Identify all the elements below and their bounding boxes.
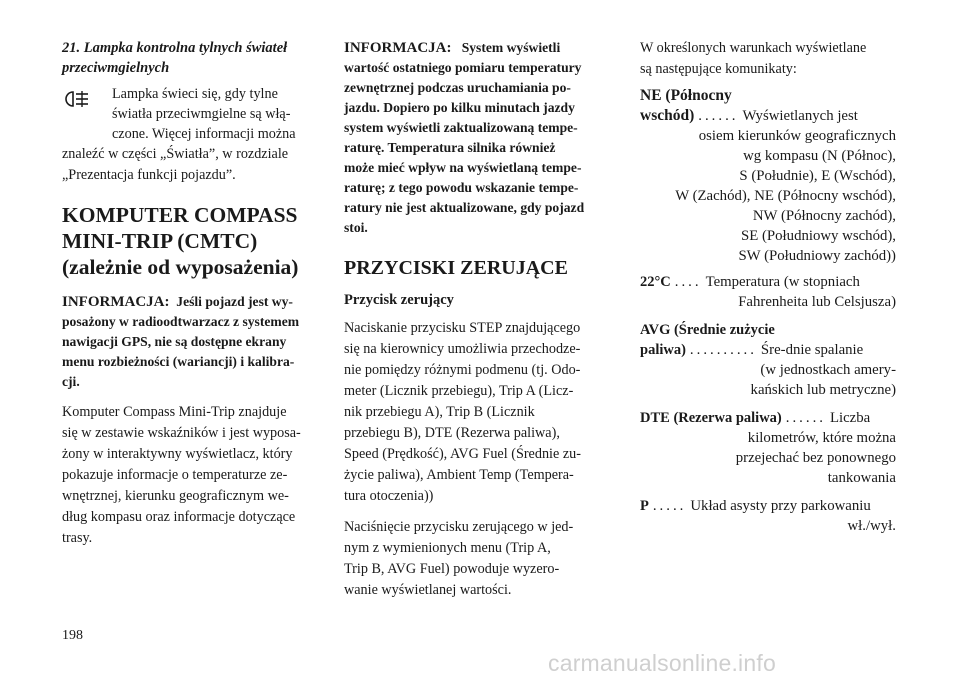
p2-line-1: Naciśnięcie przycisku zerującego w jed- [344,519,574,535]
note-text-4: jazdu. Dopiero po kilku minutach jazdy [344,100,575,115]
entry-ne-desc-8: SW (Południowy zachód)) [738,248,896,264]
entry-p-term: P [640,498,649,514]
note-text-9: ratury nie jest aktualizowane, gdy pojazd [344,200,585,215]
intro-line-2: są następujące komunikaty: [640,61,797,77]
entry-avg-term-2: paliwa) [640,342,686,358]
entry-temp-term: 22°C [640,274,671,290]
para-line-2: się w zestawie wskaźników i jest wyposa- [62,425,301,441]
entry-avg-fuel [640,320,896,400]
note-text-1: Jeśli pojazd jest wy- [176,294,293,309]
lamp-text-line-2: światła przeciwmgielne są włą- [112,106,291,122]
lamp-text-line-3: czone. Więcej informacji można [112,126,296,142]
entry-dte-desc-2: kilometrów, które można [747,430,896,446]
para-line-4: pokazuje informacje o temperaturze ze- [62,467,288,483]
step-button-paragraph [344,318,604,507]
entry-park-assist [640,496,896,536]
para-line-6: dług kompasu oraz informacje dotyczące [62,509,296,525]
entry-dte-term: DTE (Rezerwa paliwa) [640,410,782,426]
para-line-7: trasy. [62,530,93,546]
temperature-note [344,38,604,238]
left-column [62,38,314,549]
p1-line-4: meter (Licznik przebiegu), Trip A (Licz- [344,383,574,399]
section-title-line-2: MINI-TRIP (CMTC) [62,229,258,253]
entry-ne-desc-6: NW (Północny zachód), [752,208,896,224]
entry-temperature [640,272,896,312]
leader-dots: ...... [698,108,739,124]
note-label: INFORMACJA: [344,40,452,56]
note-text-1: System wyświetli [461,40,561,55]
lamp-heading-line-2: przeciwmgielnych [62,60,170,76]
entry-dte-desc-4: tankowania [827,470,896,486]
para-line-5: wnętrznej, kierunku geograficznym we- [62,488,289,504]
para-line-3: żony w interaktywny wyświetlacz, który [62,446,293,462]
entry-ne [640,86,896,266]
entry-dte-desc-1: Liczba [829,410,871,426]
note-text-10: stoi. [344,220,368,235]
entry-p-desc-1: Układ asysty przy parkowaniu [690,498,871,514]
note-text-5: system wyświetli zaktualizowaną tempe- [344,120,578,135]
entry-p-desc-2: wł./wył. [847,518,896,534]
reset-paragraph [344,517,604,601]
entry-ne-desc-5: W (Zachód), NE (Północny wschód), [675,188,896,204]
rear-fog-light-icon [62,90,92,108]
leader-dots: .......... [689,342,757,358]
note-text-5: cji. [62,374,80,389]
gps-note [62,292,314,392]
para-line-1: Komputer Compass Mini-Trip znajduje [62,404,287,420]
p2-line-2: nym z wymienionych menu (Trip A, [344,540,551,556]
note-text-4: menu rozbieżności (wariancji) i kalibra- [62,354,295,369]
entry-ne-term-2: wschód) [640,107,695,124]
cmtc-description [62,402,314,549]
page-number: 198 [62,628,83,643]
leader-dots: .... [674,274,702,290]
note-text-7: może mieć wpływ na wyświetlaną tempe- [344,160,582,175]
leader-dots: ..... [652,498,687,514]
p1-line-9: tura otoczenia)) [344,488,434,504]
entry-avg-desc-2: (w jednostkach amery- [760,362,896,378]
messages-intro [640,38,896,80]
entry-ne-desc-2: osiem kierunków geograficznych [698,128,896,144]
note-text-6: raturę. Temperatura silnika również [344,140,556,155]
entry-temp-desc-1: Temperatura (w stopniach [705,274,860,290]
entry-avg-desc-1: Śre-dnie spalanie [760,342,864,358]
lamp-text-line-5: „Prezentacja funkcji pojazdu”. [62,167,236,183]
entry-ne-desc-3: wg kompasu (N (Północ), [743,148,896,164]
note-text-2: posażony w radioodtwarzacz z systemem [62,314,300,329]
p1-line-7: Speed (Prędkość), AVG Fuel (Średnie zu- [344,446,581,462]
entry-avg-desc-3: kańskich lub metryczne) [750,382,896,398]
right-column [640,38,896,536]
leader-dots: ...... [785,410,826,426]
middle-column [344,38,604,601]
p2-line-3: Trip B, AVG Fuel) powoduje wyzero- [344,561,560,577]
entry-ne-desc-7: SE (Południowy wschód), [741,228,896,244]
intro-line-1: W określonych warunkach wyświetlane [640,40,867,56]
lamp-text-line-4: znaleźć w części „Światła”, w rozdziale [62,146,289,162]
section-title-line-1: KOMPUTER COMPASS [62,203,298,227]
watermark: carmanualsonline.info [548,650,776,676]
entry-ne-desc-4: S (Południe), E (Wschód), [739,168,896,184]
entry-ne-term-1: NE (Północny [640,87,732,104]
note-label: INFORMACJA: [62,294,170,310]
entry-ne-desc-1: Wyświetlanych jest [742,108,858,124]
p1-line-2: się na kierownicy umożliwia przechodze- [344,341,581,357]
lamp-description [62,84,314,186]
p1-line-5: nik przebiegu A), Trip B (Licznik [344,404,535,420]
note-text-2: wartość ostatniego pomiaru temperatury [344,60,582,75]
reset-button-subheading: Przycisk zerujący [344,292,454,308]
entry-dte [640,408,896,488]
p1-line-1: Naciskanie przycisku STEP znajdującego [344,320,581,336]
note-text-3: nawigacji GPS, nie są dostępne ekrany [62,334,287,349]
entry-temp-desc-2: Fahrenheita lub Celsjusza) [738,294,896,310]
p1-line-6: przebiegu B), DTE (Rezerwa paliwa), [344,425,560,441]
reset-buttons-heading: PRZYCISKI ZERUJĄCE [344,257,568,279]
lamp-heading-line-1: 21. Lampka kontrolna tylnych świateł [62,40,288,56]
section-title-line-3: (zależnie od wyposażenia) [62,255,299,279]
entry-dte-desc-3: przejechać bez ponownego [735,450,896,466]
lamp-text-line-1: Lampka świeci się, gdy tylne [112,86,278,102]
note-text-3: zewnętrznej podczas uruchamiania po- [344,80,571,95]
p1-line-3: nie pomiędzy różnymi podmenu (tj. Odo- [344,362,581,378]
p1-line-8: życie paliwa), Ambient Temp (Tempera- [344,467,574,483]
entry-avg-term-1: AVG (Średnie zużycie [640,322,775,338]
p2-line-4: wanie wyświetlanej wartości. [344,582,512,598]
section-title [62,202,314,280]
note-text-8: raturę; z tego powodu wskazanie tempe- [344,180,579,195]
